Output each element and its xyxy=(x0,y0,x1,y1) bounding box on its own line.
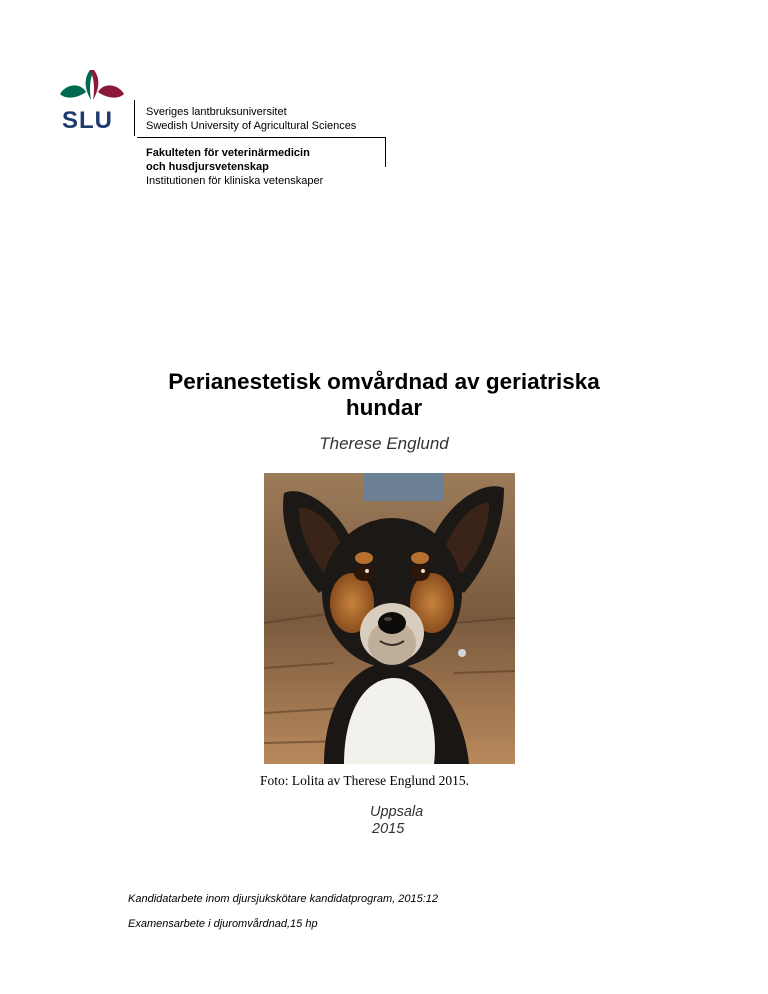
thesis-title xyxy=(100,369,668,421)
faculty-rule-top xyxy=(137,137,386,138)
university-name xyxy=(146,105,356,133)
faculty-name-line1: Fakulteten för veterinärmedicin xyxy=(146,147,310,159)
department-name: Institutionen för kliniska vetenskaper xyxy=(146,175,324,187)
logo-divider xyxy=(134,100,135,136)
faculty-name-line2: och husdjursvetenskap xyxy=(146,161,269,173)
place-name: Uppsala xyxy=(370,804,424,820)
faculty-rule-side xyxy=(385,137,386,167)
university-name-sv: Sveriges lantbruksuniversitet xyxy=(146,106,287,118)
course-info: Examensarbete i djuromvårdnad,15 hp xyxy=(128,918,318,930)
publication-year: 2015 xyxy=(372,821,405,837)
author-name: Therese Englund xyxy=(319,434,449,453)
svg-text:SLU: SLU xyxy=(62,107,113,132)
dog-photo xyxy=(264,473,515,764)
faculty-block xyxy=(146,146,323,188)
series-info: Kandidatarbete inom djursjukskötare kandidatprogram, 2015:12 xyxy=(128,893,439,905)
photo-caption: Foto: Lolita av Therese Englund 2015. xyxy=(260,773,469,788)
slu-logo xyxy=(56,66,128,132)
title-line1: Perianestetisk omvårdnad av geriatriska xyxy=(168,369,600,394)
university-name-en: Swedish University of Agricultural Sciences xyxy=(146,120,357,132)
title-line2: hundar xyxy=(345,395,423,420)
